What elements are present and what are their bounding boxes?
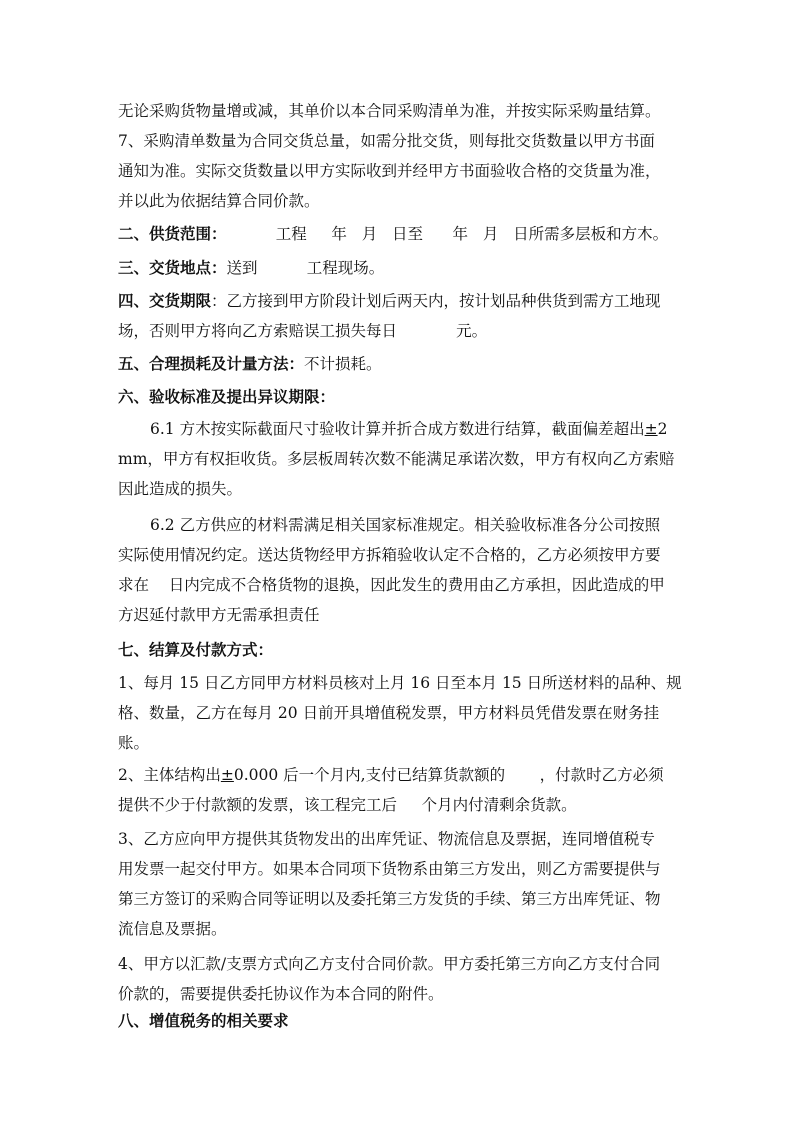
paragraph-line: 提供不少于付款额的发票，该工程完工后 个月内付清剩余货款。 xyxy=(118,796,577,814)
paragraph-line: 价款的，需要提供委托协议作为本合同的附件。 xyxy=(118,985,444,1003)
paragraph-line: 场，否则甲方将向乙方索赔误工损失每日 元。 xyxy=(118,322,488,340)
text-run: 0.000 后一个月内,支付已结算货款额的 ，付款时乙方必须 xyxy=(233,766,664,784)
section-text: 工程 年 月 日至 年 月 日所需多层板和方木。 xyxy=(226,225,669,243)
section-2 xyxy=(118,224,668,244)
section-3 xyxy=(118,258,384,278)
paragraph-line: 格、数量，乙方在每月 20 日前开具增值税发票，甲方材料员凭借发票在财务挂 xyxy=(118,704,660,722)
text-run: 2 xyxy=(657,420,668,438)
section-8-heading: 八、增值税务的相关要求 xyxy=(118,1011,289,1030)
paragraph-line: 并以此为依据结算合同价款。 xyxy=(118,192,320,210)
section-heading: 五、合理损耗及计量方法： xyxy=(118,354,305,373)
paragraph-line: 1、每月 15 日乙方同甲方材料员核对上月 16 日至本月 15 日所送材料的品种、规 xyxy=(118,674,682,692)
section-7-heading: 七、结算及付款方式： xyxy=(118,640,274,659)
section-heading: 二、供货范围： xyxy=(118,224,227,243)
paragraph-line: 3、乙方应向甲方提供其货物发出的出库凭证、物流信息及票据，连同增值税专 xyxy=(118,830,655,848)
paragraph-line: 通知为准。实际交货数量以甲方实际收到并经甲方书面验收合格的交货量为准， xyxy=(118,162,661,180)
text-run: 6.1 方木按实际截面尺寸验收计算并折合成方数进行结算，截面偏差超出 xyxy=(150,420,645,438)
paragraph-line: 方迟延付款甲方无需承担责任 xyxy=(118,606,320,624)
paragraph-line: 无论采购货物量增或减，其单价以本合同采购清单为准，并按实际采购量结算。 xyxy=(118,102,661,120)
plus-minus-symbol: ± xyxy=(644,420,658,438)
plus-minus-symbol: ± xyxy=(220,766,234,784)
paragraph-line: 流信息及票据。 xyxy=(118,920,227,938)
paragraph-line xyxy=(150,419,667,439)
section-heading: 三、交货地点： xyxy=(118,258,227,277)
paragraph-line: 实际使用情况约定。送达货物经甲方拆箱验收认定不合格的，乙方必须按甲方要 xyxy=(118,546,661,564)
section-5 xyxy=(118,354,382,374)
paragraph-line: mm，甲方有权拒收货。多层板周转次数不能满足承诺次数，甲方有权向乙方索赔 xyxy=(118,450,675,468)
section-text: ：乙方接到甲方阶段计划后两天内，按计划品种供货到需方工地现 xyxy=(211,292,661,310)
paragraph-line xyxy=(118,765,664,785)
paragraph-line: 用发票一起交付甲方。如果本合同项下货物系由第三方发出，则乙方需要提供与 xyxy=(118,860,661,878)
section-text: 送到 工程现场。 xyxy=(226,259,385,277)
text-run: 2、主体结构出 xyxy=(118,766,221,784)
section-heading: 四、交货期限 xyxy=(118,291,212,310)
paragraph-line: 账。 xyxy=(118,734,150,752)
paragraph-line: 因此造成的损失。 xyxy=(118,480,243,498)
section-4 xyxy=(118,291,661,311)
paragraph-line: 第三方签订的采购合同等证明以及委托第三方发货的手续、第三方出库凭证、物 xyxy=(118,890,661,908)
section-6-heading: 六、验收标准及提出异议期限： xyxy=(118,387,336,406)
paragraph-line: 7、采购清单数量为合同交货总量，如需分批交货，则每批交货数量以甲方书面 xyxy=(118,132,655,150)
paragraph-line: 求在 日内完成不合格货物的退换，因此发生的费用由乙方承担，因此造成的甲 xyxy=(118,576,665,594)
paragraph-line: 4、甲方以汇款/支票方式向乙方支付合同价款。甲方委托第三方向乙方支付合同 xyxy=(118,955,661,973)
section-text: 不计损耗。 xyxy=(304,355,382,373)
paragraph-line: 6.2 乙方供应的材料需满足相关国家标准规定。相关验收标准各分公司按照 xyxy=(150,516,661,534)
